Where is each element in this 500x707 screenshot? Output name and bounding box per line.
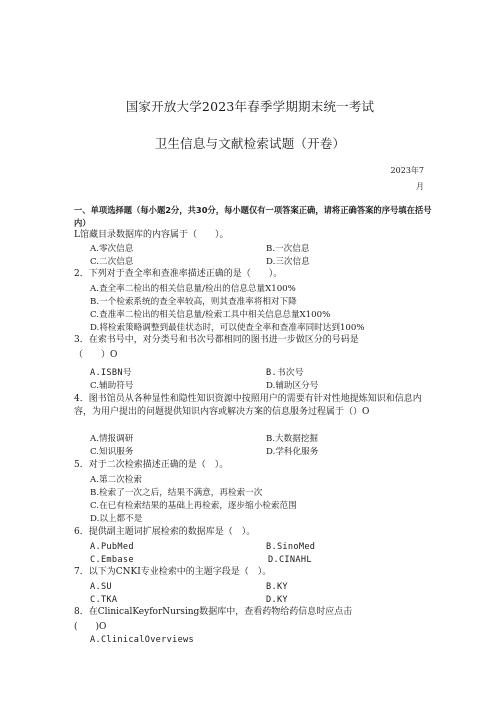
question-4-option-d: D.学科化服务 — [266, 447, 319, 457]
question-6-option-b: B.SinoMed — [266, 542, 316, 552]
question-8: 8．在ClinicalKeyforNursing数据库中，查看药物给药信息时应点击 — [74, 607, 353, 617]
question-1-option-a: A.零次信息 — [90, 244, 134, 254]
question-7-option-d: D.KY — [266, 595, 288, 605]
question-7: 7．以下为CNKI专业检索中的主题字段是（ ）。 — [74, 567, 272, 577]
question-8-answer-blank: ( )O — [74, 622, 107, 632]
exam-subtitle: 卫生信息与文献检索试题（开卷） — [154, 136, 346, 151]
question-6: 6．提供副主题词扩展检索的数据库是（ ）。 — [74, 527, 256, 537]
question-1-option-d: D.三次信息 — [266, 257, 310, 267]
question-7-option-c: C.TKA — [90, 595, 118, 605]
question-3-option-a: A.ISBN号 — [90, 368, 132, 378]
exam-title: 国家开放大学2023年春季学期期末统一考试 — [125, 99, 375, 114]
question-3-option-d: D.辅助区分号 — [266, 381, 319, 391]
question-1: L馆藏目录数据库的内容属于（ ）。 — [74, 230, 229, 240]
question-6-option-a: A.PubMed — [90, 542, 134, 552]
question-5-option-c: C.在已有检索结果的基础上再检索，逐步缩小检索范围 — [90, 501, 297, 511]
question-4-option-a: A.情报调研 — [90, 434, 134, 444]
question-7-option-b: B.KY — [266, 582, 288, 592]
question-5-option-a: A.第二次检索 — [90, 475, 142, 485]
question-2-option-b: B.一个检索系统的查全率较高，则其查准率将相对下降 — [90, 297, 297, 307]
question-4-option-c: C.知识服务 — [90, 447, 134, 457]
question-3-option-b: B.书次号 — [266, 368, 304, 378]
question-3-option-c: C.辅助符号 — [90, 381, 134, 391]
question-2-option-c: C.查准率二检出的相关信息量/检索工具中相关信息总量X100% — [90, 310, 331, 320]
question-6-option-c: C.Embase — [90, 555, 134, 565]
question-2: 2．下列对于查全率和查准率描述正确的是（ ）。 — [74, 269, 283, 279]
question-4-option-b: B.大数据挖掘 — [266, 434, 319, 444]
question-5-option-b: B.检索了一次之后，结果不满意，再检索一次 — [90, 488, 263, 498]
question-6-option-d: D.CINAHL — [268, 555, 312, 565]
question-2-option-a: A.查全率二检出的相关信息量/检出的信息总量X100% — [90, 284, 296, 294]
section-heading: 一、单项选择题（每小题2分，共30分，每小题仅有一项答案正确，请将正确答案的序号填在括号内） — [74, 205, 432, 228]
exam-date-year: 2023年7 — [390, 166, 424, 175]
question-5-option-d: D.以上都不是 — [90, 514, 143, 524]
question-1-option-c: C.二次信息 — [90, 257, 134, 267]
question-3: 3．在索书号中，对分类号和书次号都相同的图书进一步做区分的号码是 — [74, 335, 359, 345]
question-2-option-d: D.将检索策略调整到最佳状态时，可以使查全率和查准率同时达到100% — [90, 323, 365, 333]
question-3-answer-blank: （ ）O — [74, 350, 118, 360]
question-1-option-b: B.一次信息 — [266, 244, 310, 254]
exam-date-month: 月 — [416, 182, 424, 191]
question-7-option-a: A.SU — [90, 582, 112, 592]
question-4: 4．图书馆员从各种显性和隐性知识资源中按照用户的需要有针对性地提炼知识和信息内容，为用户提出的问题提供知识内容或解决方案的信息服务过程属于（）O — [74, 394, 422, 417]
question-5: 5．对于二次检索描述正确的是（ ）。 — [74, 460, 229, 470]
question-8-option-a: A.ClinicalOverviews — [90, 635, 195, 645]
